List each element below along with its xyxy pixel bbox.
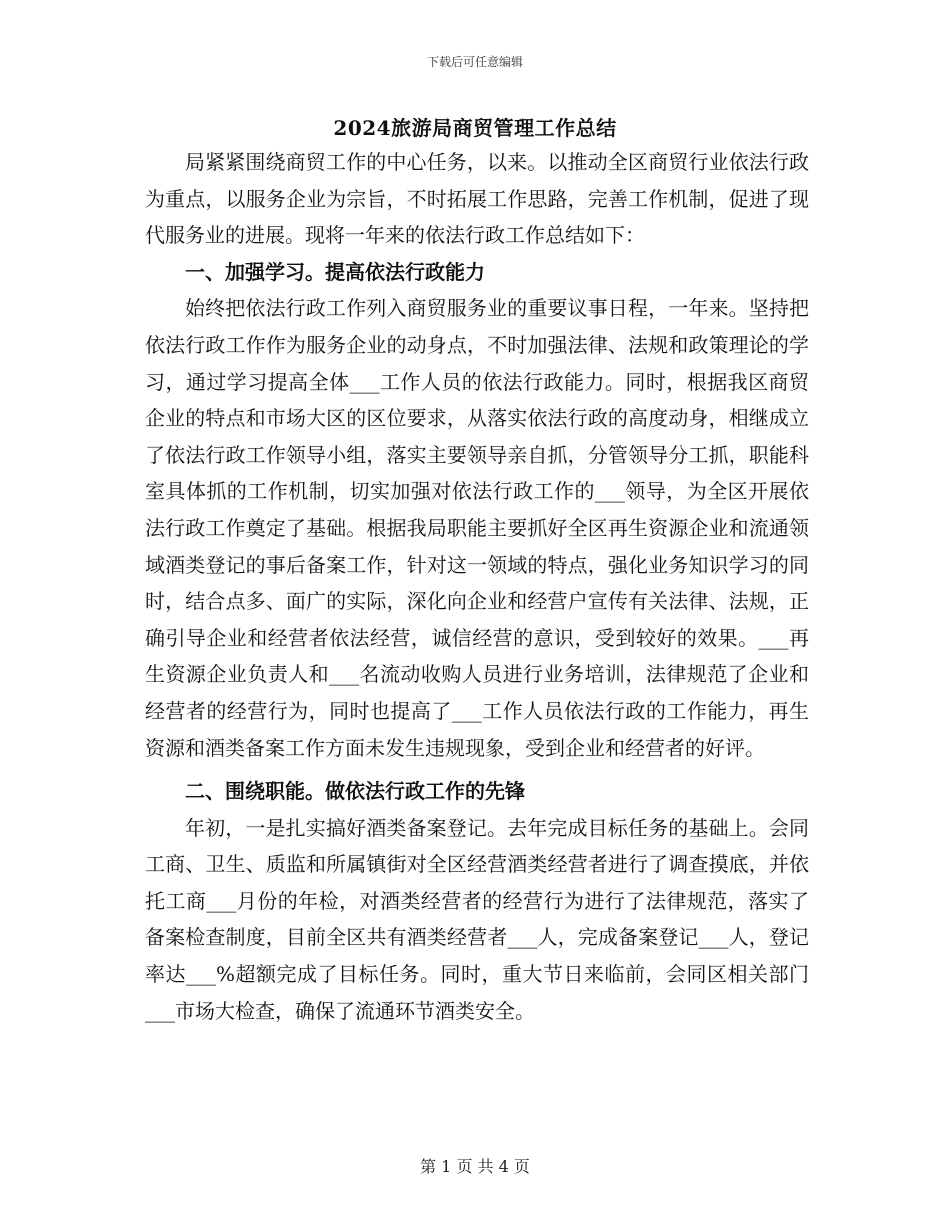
intro-paragraph: 局紧紧围绕商贸工作的中心任务，以来。以推动全区商贸行业依法行政为重点，以服务企业为宗旨，不时拓展工作思路，完善工作机制，促进了现代服务业的进展。现将一年来的依法行政工作总结如下：: [145, 150, 809, 248]
header-note: 下载后可任意编辑: [426, 55, 523, 69]
section-1-paragraph: 始终把依法行政工作列入商贸服务业的重要议事日程，一年来。坚持把依法行政工作作为服务企业的动身点，不时加强法律、法规和政策理论的学习，通过学习提高全体___工作人员的依法行政能力。同时，根据我区商贸企业的特点和市场大区的区位要求，从落实依法行政的高度动身，相继成立了依法行政工作领导小组，落实主要领导亲自抓，分管领导分工抓，职能科室具体抓的工作机制，切实加强对依法行政工作的___领导，为全区开展依法行政工作奠定了基础。根据我局职能主要抓好全区再生资源企业和流通领域酒类登记的事后备案工作，针对这一领域的特点，强化业务知识学习的同时，结合点多、面广的实际，深化向企业和经营户宣传有关法律、法规，正确引导企业和经营者依法经营，诚信经营的意识，受到较好的效果。___再生资源企业负责人和___名流动收购人员进行业务培训，法律规范了企业和经营者的经营行为，同时也提高了___工作人员依法行政的工作能力，再生资源和酒类备案工作方面未发生违规现象，受到企业和经营者的好评。: [145, 296, 809, 760]
section-2-paragraph: 年初，一是扎实搞好酒类备案登记。去年完成目标任务的基础上。会同工商、卫生、质监和所属镇街对全区经营酒类经营者进行了调查摸底，并依托工商___月份的年检，对酒类经营者的经营行为进行了法律规范，落实了备案检查制度，目前全区共有酒类经营者___人，完成备案登记___人，登记率达___%超额完成了目标任务。同时，重大节日来临前，会同区相关部门___市场大检查，确保了流通环节酒类安全。: [145, 815, 809, 1023]
document-body: [145, 144, 809, 1029]
section-1-heading: 一、加强学习。提高依法行政能力: [185, 259, 485, 284]
document-title: 2024旅游局商贸管理工作总结: [333, 116, 617, 140]
page-number: 第 1 页 共 4 页: [420, 1157, 530, 1176]
section-2-heading: 二、围绕职能。做依法行政工作的先锋: [185, 779, 525, 804]
